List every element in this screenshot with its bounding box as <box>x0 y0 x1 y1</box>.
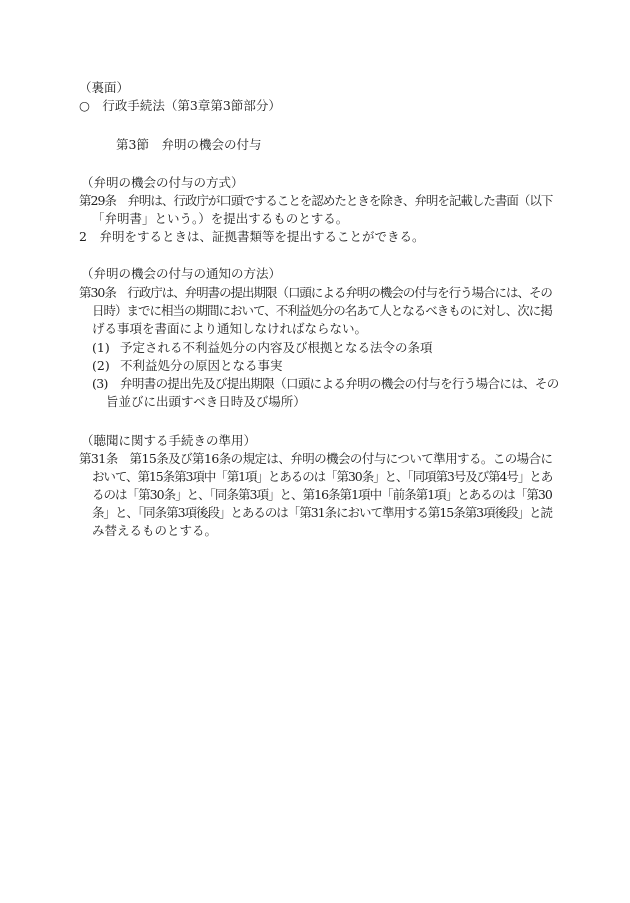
page-marker: （裏面） <box>79 80 130 95</box>
item-text: 予定される不利益処分の内容及び根拠となる法令の条項 <box>120 340 433 355</box>
art30-item-3 <box>92 375 559 393</box>
art31-caption: （聴聞に関する手続きの準用） <box>81 433 257 448</box>
section-title: 第3節 弁明の機会の付与 <box>116 137 262 152</box>
art31-line2: おいて、第15条第3項中「第1項」とあるのは「第30条」と、「同項第3号及び第4号」とあ <box>92 469 553 484</box>
art31-line4: 条」と、「同条第3項後段」とあるのは「第31条において準用する第15条第3項後段」と読 <box>92 505 552 520</box>
art31-line5: み替えるものとする。 <box>92 523 218 538</box>
art30-line3: げる事項を書面により通知しなければならない。 <box>92 321 368 336</box>
item-number: (3) <box>92 376 108 391</box>
art30-line1: 第30条 行政庁は、弁明書の提出期限（口頭による弁明の機会の付与を行う場合には、その <box>79 285 552 300</box>
art31-line1: 第31条 第15条及び第16条の規定は、弁明の機会の付与について準用する。この場合に <box>79 451 553 466</box>
art30-item-2 <box>92 357 283 375</box>
item-text: 弁明書の提出先及び提出期限（口頭による弁明の機会の付与を行う場合には、その <box>120 376 559 391</box>
item-text: 不利益処分の原因となる事実 <box>120 358 283 373</box>
art29-caption: （弁明の機会の付与の方式） <box>81 175 244 190</box>
item-number: (1) <box>92 340 110 355</box>
law-heading: ○ 行政手続法（第3章第3節部分） <box>79 98 281 113</box>
art29-para1-line2: 「弁明書」という。）を提出するものとする。 <box>92 211 349 226</box>
art30-item-1 <box>92 339 433 357</box>
art30-item-3-cont: 旨並びに出頭すべき日時及び場所） <box>106 394 306 409</box>
art29-para2: 2 弁明をするときは、証拠書類等を提出することができる。 <box>79 229 425 244</box>
art30-caption: （弁明の機会の付与の通知の方法） <box>81 266 282 281</box>
art29-para1-line1: 第29条 弁明は、行政庁が口頭ですることを認めたときを除き、弁明を記載した書面（以下 <box>79 193 553 208</box>
art31-line3: るのは「第30条」と、「同条第3項」と、第16条第1項中「前条第1項」とあるのは「第30 <box>92 487 552 502</box>
art30-line2: 日時）までに相当の期間において、不利益処分の名あて人となるべきものに対し、次に掲 <box>92 303 552 318</box>
item-number: (2) <box>92 358 110 373</box>
